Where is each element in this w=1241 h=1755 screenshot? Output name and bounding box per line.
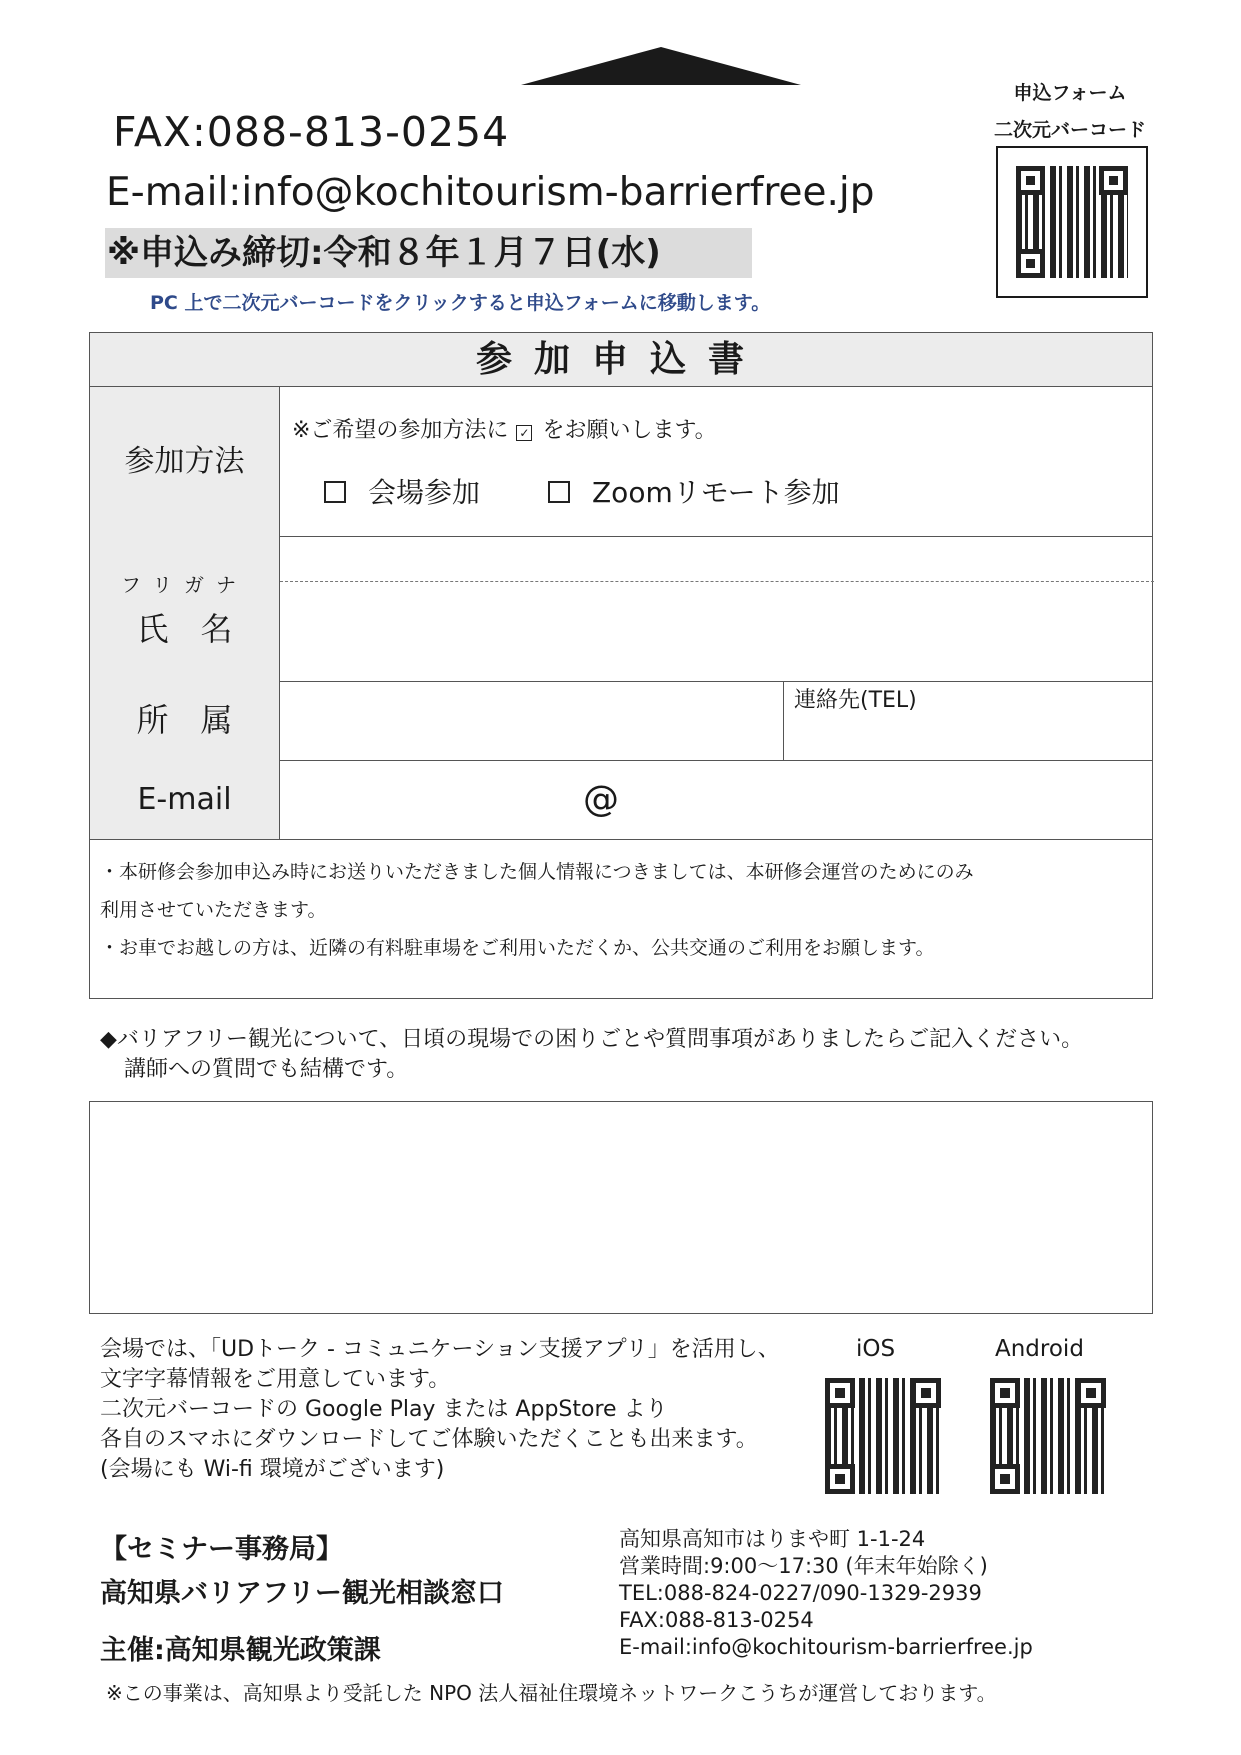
at-sign: @	[583, 779, 619, 820]
option-venue-label: 会場参加	[368, 476, 481, 509]
header-triangle-decoration	[521, 47, 801, 85]
seminar-office	[100, 1528, 504, 1616]
email-field[interactable]	[282, 762, 1152, 838]
tel-field[interactable]	[786, 713, 1152, 759]
application-form-qr-frame[interactable]	[996, 146, 1148, 298]
application-form	[89, 332, 1153, 999]
android-qr-code[interactable]	[990, 1378, 1106, 1494]
option-venue[interactable]	[324, 471, 480, 511]
tel-label: 連絡先(TEL)	[794, 688, 917, 713]
option-zoom-label: Zoomリモート参加	[592, 476, 840, 509]
affiliation-field[interactable]	[282, 683, 780, 759]
name-label-cell	[90, 536, 280, 681]
office-name: 高知県バリアフリー観光相談窓口	[100, 1578, 504, 1609]
fax-number: FAX:088-813-0254	[113, 108, 510, 156]
question-line-1: ◆バリアフリー観光について、日頃の現場での困りごとや質問事項がありましたらご記入ください。	[100, 1027, 1084, 1052]
office-address: 高知県高知市はりまや町 1-1-24	[619, 1527, 926, 1551]
ud-line-5: (会場にも Wi-fi 環境がございます)	[100, 1457, 445, 1482]
question-prompt	[100, 1025, 1083, 1085]
row-divider	[90, 839, 1152, 840]
question-line-2: 講師への質問でも結構です。	[124, 1057, 409, 1082]
ios-qr-code[interactable]	[825, 1378, 941, 1494]
office-contact	[619, 1526, 1033, 1661]
affiliation-label: 所 属	[90, 681, 280, 760]
office-tel: TEL:088-824-0227/090-1329-2939	[619, 1581, 982, 1605]
name-label: 氏 名	[136, 610, 233, 648]
email-label: E-mail	[90, 760, 280, 839]
privacy-line-3: ・お車でお越しの方は、近隣の有料駐車場をご利用いただくか、公共交通のご利用をお願します。	[100, 937, 935, 959]
checkbox-example-icon: ✓	[516, 425, 532, 441]
qr-title-barcode: 二次元バーコード	[993, 119, 1146, 141]
ud-line-2: 文字字幕情報をご用意しています。	[100, 1367, 451, 1392]
question-answer-box[interactable]	[89, 1101, 1153, 1314]
zoom-checkbox[interactable]	[548, 481, 570, 503]
privacy-notice	[100, 853, 974, 967]
furigana-field[interactable]	[282, 538, 1152, 580]
ud-line-1: 会場では、「UDトーク - コミュニケーション支援アプリ」を活用し、	[100, 1337, 780, 1362]
option-zoom[interactable]	[548, 471, 840, 511]
ios-label: iOS	[856, 1336, 896, 1362]
method-note	[292, 413, 717, 444]
method-note-after: をお願いします。	[542, 418, 717, 443]
office-hours: 営業時間:9:00〜17:30 (年末年始除く)	[619, 1554, 988, 1578]
method-label: 参加方法	[90, 387, 280, 536]
host-organizer: 主催:高知県観光政策課	[100, 1635, 381, 1666]
pc-qr-note: PC 上で二次元バーコードをクリックすると申込フォームに移動します。	[150, 292, 771, 314]
furigana-label: フリガナ	[121, 573, 248, 597]
ud-line-3: 二次元バーコードの Google Play または AppStore より	[100, 1397, 668, 1422]
office-email: E-mail:info@kochitourism-barrierfree.jp	[619, 1635, 1033, 1659]
privacy-line-2: 利用させていただきます。	[100, 899, 327, 921]
office-fax: FAX:088-813-0254	[619, 1608, 814, 1632]
form-title: 参加申込書	[90, 333, 1152, 387]
footnote: ※この事業は、高知県より受託した NPO 法人福祉住環境ネットワークこうちが運営しております。	[106, 1681, 997, 1705]
qr-title-form: 申込フォーム	[1013, 82, 1127, 104]
ud-talk-info	[100, 1335, 780, 1485]
tel-divider	[783, 681, 784, 760]
office-heading: 【セミナー事務局】	[100, 1534, 343, 1565]
furigana-divider	[280, 581, 1154, 582]
email-address: E-mail:info@kochitourism-barrierfree.jp	[106, 170, 875, 215]
name-field[interactable]	[282, 583, 1152, 679]
method-note-before: ※ご希望の参加方法に	[292, 418, 509, 443]
venue-checkbox[interactable]	[324, 481, 346, 503]
privacy-line-1: ・本研修会参加申込み時にお送りいただきました個人情報につきましては、本研修会運営のためにのみ	[100, 861, 974, 883]
application-form-qr-code[interactable]	[1016, 166, 1128, 278]
deadline-banner: ※申込み締切:令和８年１月７日(水)	[105, 228, 752, 278]
ud-line-4: 各自のスマホにダウンロードしてご体験いただくことも出来ます。	[100, 1427, 758, 1452]
android-label: Android	[995, 1336, 1084, 1362]
